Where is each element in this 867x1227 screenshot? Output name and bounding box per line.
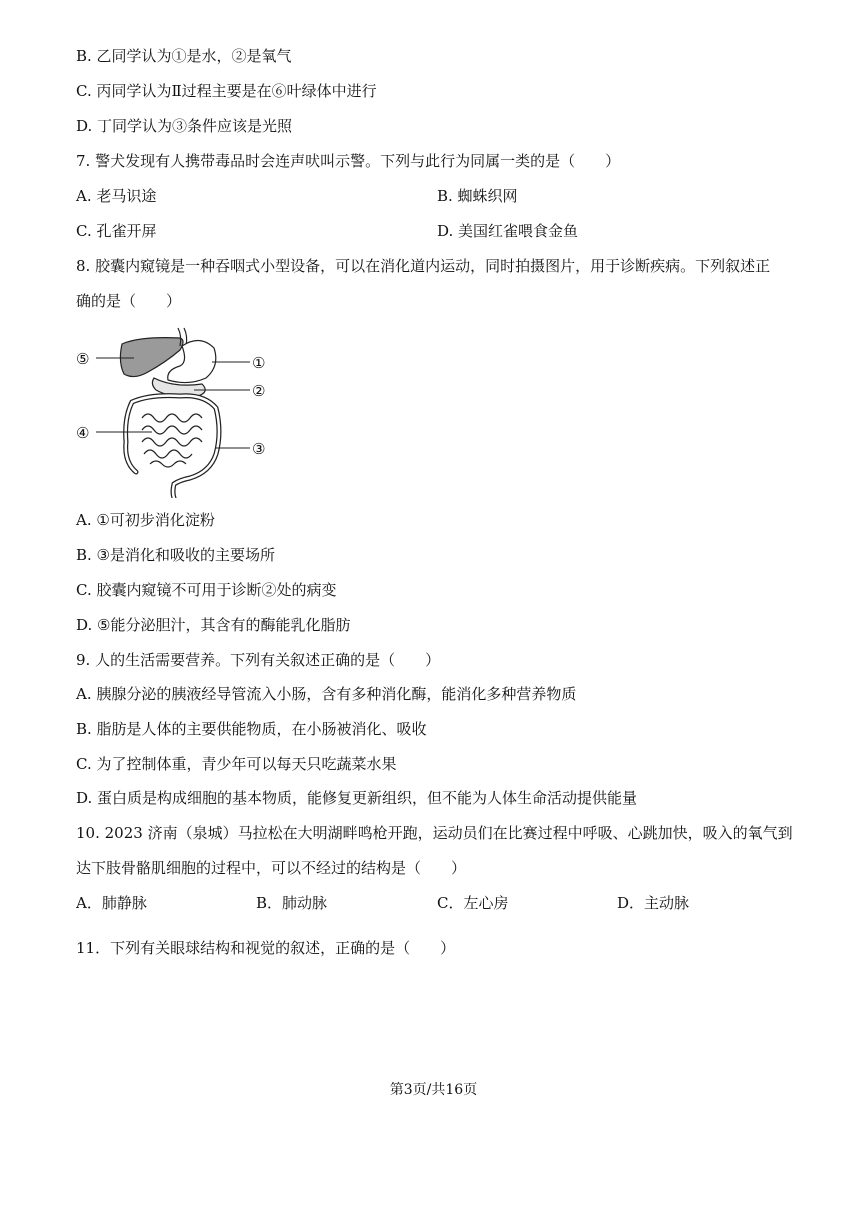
diagram-label-1: ① xyxy=(252,354,266,372)
q9-option-c: C. 为了控制体重，青少年可以每天只吃蔬菜水果 xyxy=(76,755,397,773)
question-9: 9. 人的生活需要营养。下列有关叙述正确的是（ ） xyxy=(76,651,441,669)
q9-option-b: B. 脂肪是人体的主要供能物质，在小肠被消化、吸收 xyxy=(76,720,427,738)
q7-option-a: A. 老马识途 xyxy=(76,187,157,205)
q7-option-c: C. 孔雀开屏 xyxy=(76,222,157,240)
q7-option-d: D. 美国红雀喂食金鱼 xyxy=(437,222,579,240)
q9-option-a: A. 胰腺分泌的胰液经导管流入小肠，含有多种消化酶，能消化多种营养物质 xyxy=(76,685,577,703)
question-8-line2: 确的是（ ） xyxy=(76,292,182,310)
q8-option-a: A. ①可初步消化淀粉 xyxy=(76,511,215,529)
q8-option-c: C. 胶囊内窥镜不可用于诊断②处的病变 xyxy=(76,581,337,599)
line-d-ding: D. 丁同学认为③条件应该是光照 xyxy=(76,117,293,135)
large-intestine-shape xyxy=(126,396,219,498)
q8-option-b: B. ③是消化和吸收的主要场所 xyxy=(76,546,276,564)
diagram-label-3: ③ xyxy=(252,440,266,458)
question-10-line2: 达下肢骨骼肌细胞的过程中，可以不经过的结构是（ ） xyxy=(76,859,467,877)
q10-option-c: C．左心房 xyxy=(437,894,509,912)
digestive-system-diagram xyxy=(70,322,280,498)
diagram-label-5: ⑤ xyxy=(76,350,90,368)
q8-option-d: D. ⑤能分泌胆汁，其含有的酶能乳化脂肪 xyxy=(76,616,351,634)
line-c-bing: C. 丙同学认为Ⅱ过程主要是在⑥叶绿体中进行 xyxy=(76,82,377,100)
question-7: 7. 警犬发现有人携带毒品时会连声吠叫示警。下列与此行为同属一类的是（ ） xyxy=(76,152,621,170)
q9-option-d: D. 蛋白质是构成细胞的基本物质，能修复更新组织，但不能为人体生命活动提供能量 xyxy=(76,789,638,807)
q10-option-d: D．主动脉 xyxy=(617,894,690,912)
small-intestine-shape xyxy=(142,414,202,467)
q7-option-b: B. 蜘蛛织网 xyxy=(437,187,518,205)
question-8-line1: 8. 胶囊内窥镜是一种吞咽式小型设备，可以在消化道内运动，同时拍摄图片，用于诊断疾病。下列叙述正 xyxy=(76,257,771,275)
q10-option-a: A．肺静脉 xyxy=(76,894,147,912)
q10-option-b: B．肺动脉 xyxy=(256,894,328,912)
diagram-label-4: ④ xyxy=(76,424,90,442)
page-footer: 第3页/共16页 xyxy=(389,1082,478,1098)
question-11: 11．下列有关眼球结构和视觉的叙述，正确的是（ ） xyxy=(76,939,456,957)
line-b-yi: B. 乙同学认为①是水，②是氧气 xyxy=(76,47,292,65)
diagram-label-2: ② xyxy=(252,382,266,400)
question-10-line1: 10. 2023 济南（泉城）马拉松在大明湖畔鸣枪开跑，运动员们在比赛过程中呼吸、心跳加快，吸入的氧气到 xyxy=(76,824,793,842)
